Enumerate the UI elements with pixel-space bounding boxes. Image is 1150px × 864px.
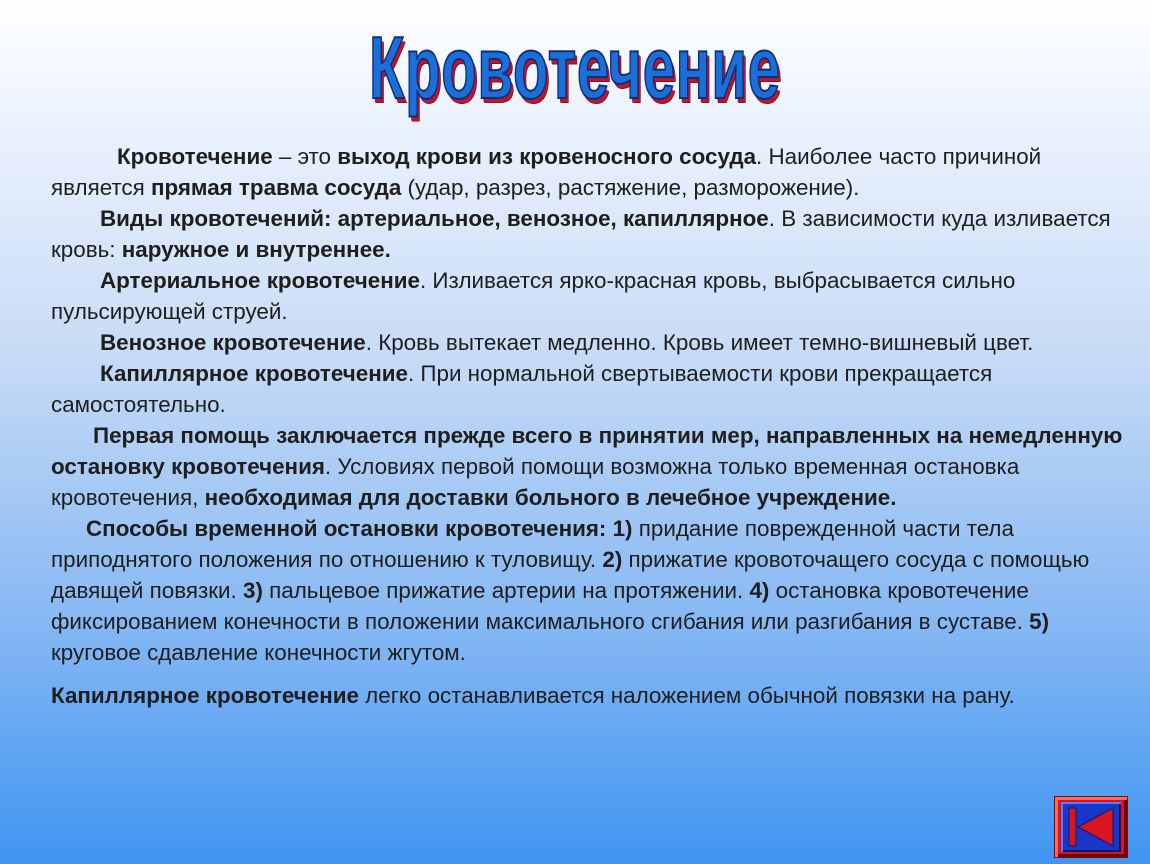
text-span: . В зависимости куда изливается кровь: — [51, 206, 1111, 262]
bold-span: Виды кровотечений: артериальное, венозное, капиллярное — [100, 206, 769, 231]
paragraph-arterial — [51, 265, 1126, 327]
skip-back-icon — [1063, 804, 1119, 850]
back-to-start-button[interactable] — [1054, 796, 1128, 858]
text-span: . Изливается ярко-красная кровь, выбрасывается сильно пульсирующей струей. — [51, 268, 1016, 324]
text-span: придание поврежденной части тела приподнятого положения по отношению к туловищу. — [51, 516, 1014, 572]
bold-span: Способы временной остановки кровотечения: 1) — [86, 516, 633, 541]
bold-span: наружное и внутреннее. — [121, 237, 391, 262]
text-span: (удар, разрез, растяжение, разморожение). — [401, 175, 860, 200]
paragraph-types — [51, 203, 1126, 265]
term-bleeding: Кровотечение — [117, 144, 273, 169]
text-span: прижатие кровоточащего сосуда с помощью давящей повязки. — [51, 547, 1090, 603]
title-container — [0, 18, 1150, 118]
paragraph-definition — [51, 141, 1126, 203]
slide-title: Кровотечение — [369, 18, 781, 117]
text-span: . Условиях первой помощи возможна только временная остановка кровотечения, — [51, 454, 1020, 510]
bold-span: Первая помощь заключается прежде всего в принятии мер, направленных на немедленную остановку кровотечения — [51, 423, 1123, 479]
bold-span: 5) — [1029, 609, 1050, 634]
paragraph-capillary-note — [51, 680, 1126, 711]
paragraph-venous — [51, 327, 1126, 358]
bold-span: выход крови из кровеносного сосуда — [337, 144, 757, 169]
text-span: – это — [272, 144, 338, 169]
bold-span: 2) — [602, 547, 623, 572]
bold-span: Капиллярное кровотечение — [100, 361, 408, 386]
text-span: круговое сдавление конечности жгутом. — [51, 640, 466, 665]
text-span: пальцевое прижатие артерии на протяжении. — [262, 578, 750, 603]
bold-span: прямая травма сосуда — [150, 175, 402, 200]
bold-span: 3) — [243, 578, 263, 603]
bold-span: Артериальное кровотечение — [100, 268, 420, 293]
bold-span: Капиллярное кровотечение — [51, 683, 359, 708]
text-span: . Наиболее часто причиной является — [51, 144, 1042, 200]
slide-content — [51, 141, 1126, 711]
paragraph-methods — [51, 513, 1126, 668]
paragraph-capillary — [51, 358, 1126, 420]
text-span: . При нормальной свертываемости крови прекращается самостоятельно. — [51, 361, 993, 417]
back-to-start-button-face — [1061, 802, 1121, 852]
text-span: легко останавливается наложением обычной повязки на рану. — [358, 683, 1015, 708]
text-span: . Кровь вытекает медленно. Кровь имеет темно-вишневый цвет. — [365, 330, 1034, 355]
bold-span: Венозное кровотечение — [100, 330, 366, 355]
text-span: остановка кровотечение фиксированием конечности в положении максимального сгибания или разгибания в суставе. — [51, 578, 1030, 634]
bold-span: 4) — [749, 578, 770, 603]
paragraph-first-aid — [51, 420, 1126, 513]
bold-span: необходимая для доставки больного в лечебное учреждение. — [204, 485, 897, 510]
